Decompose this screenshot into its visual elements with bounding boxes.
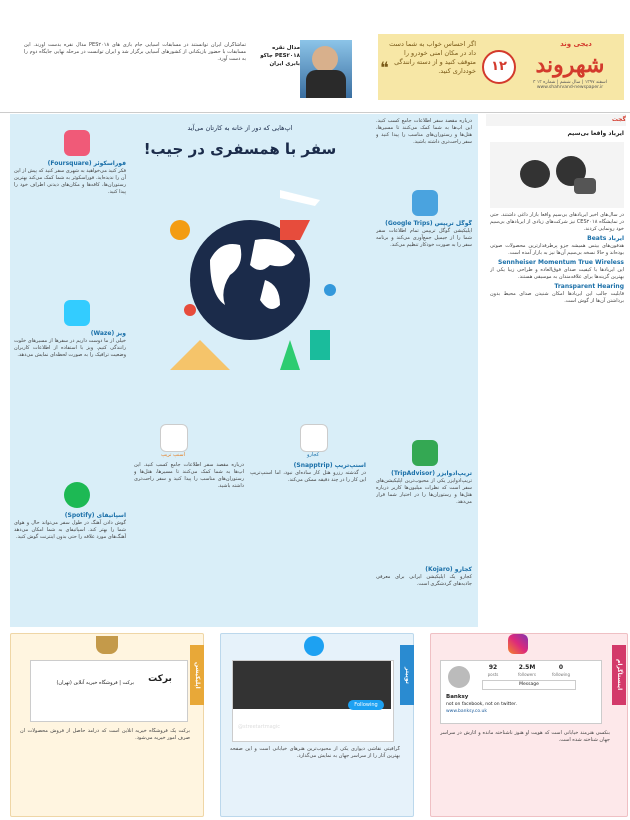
promo-face — [312, 46, 338, 72]
twitter-panel-label: توییتر — [400, 645, 414, 705]
ig-posts-count: 92 — [488, 664, 498, 671]
promo-text: تماشاگران ایران توانستند در مسابقات آسیایی جام بازی های PES۲۰۱۸ مدال نقره بدست آورند. این مسابقات با حضور بازیکنانی از کشورهای آسیایی برگزار شد و ایران توانست در مرحله نهایی جایگاه دوم را به دست آورد. — [24, 42, 246, 62]
tripadvisor-icon — [412, 440, 438, 466]
app-card-title: برکت | فروشگاه خیریه آنلاین (تهران) — [56, 680, 134, 686]
tree-icon — [280, 340, 300, 370]
snapptrip-icon — [160, 424, 188, 452]
waze-heading: ویز (Waze) — [90, 330, 126, 337]
google-trips-icon — [412, 190, 438, 216]
tripadvisor-section — [376, 470, 472, 560]
sidebar-title: ایرباد واقعا بی‌سیم — [567, 130, 624, 137]
ig-posts-label: posts — [487, 672, 499, 677]
ig-bio-line2: www.banksy.co.uk — [446, 709, 487, 714]
travel-illustration — [130, 170, 370, 410]
ig-bio-line1: not on facebook, not on twitter. — [446, 702, 517, 707]
brand-logo: شهروند — [535, 52, 605, 78]
instagram-avatar — [448, 666, 470, 688]
balloon-icon — [280, 220, 310, 240]
basket-icon — [96, 636, 118, 654]
kojaro-text: کجارو یک اپلیکیشن ایرانی برای معرفی جاذبه‌های گردشگری است. — [376, 574, 472, 587]
tripadvisor-text: تریپ‌ادوایزر یکی از محبوب‌ترین اپلیکیشن‌های سفر است که نظرات میلیون‌ها کاربر درباره هتل‌ها و رستوران‌ها را در اختیار شما قرار می‌دهد. — [376, 478, 472, 505]
waze-icon — [64, 300, 90, 326]
kojaro-section — [376, 566, 472, 622]
ig-followers-label: followers — [518, 672, 536, 677]
waze-section — [14, 330, 126, 460]
sidebar-section-label: گجت — [486, 114, 626, 126]
pyramid-icon — [170, 340, 230, 370]
quote-icon: ❝ — [380, 58, 389, 77]
spotify-section — [14, 512, 126, 622]
twitter-name: Street Art Magic — [238, 714, 304, 722]
foursquare-section — [14, 160, 126, 290]
feature-title: سفر با همسفری در جیب! — [143, 140, 337, 158]
snapptrip-text: در گذشته رزرو هتل کار ساده‌ای نبود، اما اسنپ‌تریپ این کار را در چند دقیقه ممکن می‌کند. — [250, 470, 366, 483]
intro-text: درباره مقصد سفر اطلاعات جامع کسب کنید. این اپ‌ها به شما کمک می‌کنند تا مسیرها، هتل‌ها و رستوران‌های مناسب را پیدا کنید و سفر راحت‌تری داشته باشید. — [376, 118, 472, 145]
feature-subtitle: اپ‌هایی که دور از خانه به کارتان می‌آید — [187, 124, 293, 132]
twitter-icon — [304, 636, 324, 656]
pin-icon — [324, 284, 336, 296]
tripadvisor-heading: تریپ‌ادوایزر (TripAdvisor) — [391, 470, 472, 477]
snapptrip-heading: اسنپ‌تریپ (Snapptrip) — [293, 462, 366, 469]
google-trips-section — [376, 220, 472, 430]
instagram-text: بنکسی هنرمند خیابانی است که هویت او هنوز ناشناخته مانده و آثارش در سراسر جهان شناخته شده است. — [440, 730, 610, 743]
foursquare-heading: فوراسکوئر (Foursquare) — [47, 160, 126, 167]
center-text-col: درباره مقصد سفر اطلاعات جامع کسب کنید. این اپ‌ها به شما کمک می‌کنند تا مسیرها، هتل‌ها و رستوران‌های مناسب را پیدا کنید و سفر راحت‌تری داشته باشید. — [134, 462, 244, 489]
luggage-icon — [310, 330, 330, 360]
brand-subtitle: دیجی وند — [560, 40, 592, 48]
pin-icon — [184, 304, 196, 316]
kojaro-icon — [300, 424, 328, 452]
sidebar-text: در سال‌های اخیر ایربادهای بی‌سیم واقعا بازار داغی داشتند. حتی در نمایشگاه CES۲۰۱۸ نیز شرکت‌های زیادی از ایربادهای بی‌سیم خود رونمایی کردند. ایرباد Beats هدفون‌های بیتس همیشه جزو پرطرفدارترین محصولات صوتی بوده‌اند و حالا نسخه بی‌سیم آن‌ها نیز به بازار آمده است. Sennheiser Momentum True Wireless این ایربادها با کیفیت صدای فوق‌العاده و طراحی زیبا یکی از بهترین گزینه‌ها برای علاقه‌مندان به موسیقی هستند. Transparent Hearing قابلیت جالب این ایربادها امکان شنیدن صدای محیط بدون برداشتن آن‌ها از گوش است. — [490, 212, 624, 304]
ig-message-button[interactable]: Message — [482, 680, 576, 690]
masthead-quote: اگر احساس خواب به شما دست داد در مکان امنی خودرو را متوقف کنید و از دسته رانندگی خودداری کنید. — [389, 40, 476, 75]
app-card — [30, 660, 188, 722]
google-trips-text: اپلیکیشن گوگل تریپس تمام اطلاعات سفر شما را از جیمیل جمع‌آوری می‌کند و برنامه سفر را به صورت خودکار تنظیم می‌کند. — [376, 228, 472, 248]
instagram-panel-label: اینستاگرام — [612, 645, 626, 705]
kojaro-logo-label: کجارو — [307, 452, 319, 458]
google-trips-heading: گوگل تریپس (Google Trips) — [385, 220, 472, 227]
page-number: ۱۲ — [482, 50, 516, 84]
header-divider — [0, 112, 630, 113]
sun-icon — [170, 220, 190, 240]
earbud-case-icon — [574, 178, 596, 194]
twitter-text: گرافیتی نقاشی دیواری یکی از محبوب‌ترین هنرهای خیابانی است و این صفحه بهترین آثار را از سراسر جهان به نمایش می‌گذارد. — [230, 746, 400, 759]
earbud-icon — [520, 160, 550, 188]
waze-text: خیلی از ما دوست داریم در سفرها از مسیرهای خلوت رانندگی کنیم. ویز با استفاده از اطلاعات کاربران وضعیت ترافیک را به صورت لحظه‌ای نمایش می‌دهد. — [14, 338, 126, 358]
ig-following-count: 0 — [558, 664, 564, 671]
twitter-handle: @streetartmagic — [238, 724, 280, 730]
foursquare-text: فکر کنید می‌خواهید به شهری سفر کنید که پیش از این آن را ندیده‌اید. فوراسکوئر به شما کمک می‌کند بهترین رستوران‌ها، کافه‌ها و مکان‌های دیدنی اطراف خود را پیدا کنید. — [14, 168, 126, 195]
twitter-follow-button[interactable]: Following — [348, 700, 384, 710]
kojaro-heading: کجارو (Kojaro) — [425, 566, 472, 573]
spotify-icon — [64, 482, 90, 508]
app-logo: برکت — [148, 674, 172, 684]
spotify-heading: اسپاتیفای (Spotify) — [64, 512, 126, 519]
app-text: برکت یک فروشگاه خیریه آنلاین است که درآمد حاصل از فروش محصولات آن صرف امور خیریه می‌شود. — [20, 728, 190, 741]
foursquare-icon — [64, 130, 90, 156]
issue-meta: ۳ اسفند ۱۳۹۷ | سال ششم | شماره ۱۳ www.shahrvand-newspaper.ir — [533, 80, 607, 90]
ig-name: Banksy — [446, 694, 469, 700]
airplane-icon — [280, 190, 320, 206]
ig-following-label: following — [552, 672, 570, 677]
instagram-icon — [508, 634, 528, 654]
snapptrip-logo-label: اسنپ تریپ — [160, 452, 186, 458]
spotify-text: گوش دادن آهنگ در طول سفر می‌تواند حال و هوای شما را بهتر کند. اسپاتیفای به شما امکان می‌دهد آهنگ‌های مورد علاقه را حتی بدون اینترنت گوش کنید. — [14, 520, 126, 540]
promo-body — [306, 70, 346, 98]
promo-title: مدال نقره PES۲۰۱۸ جاکو بابری ایران — [260, 45, 300, 67]
app-panel-label: اپلیکیشن — [190, 645, 204, 705]
ig-followers-count: 2.5M — [518, 664, 536, 671]
snapptrip-section — [250, 462, 366, 618]
